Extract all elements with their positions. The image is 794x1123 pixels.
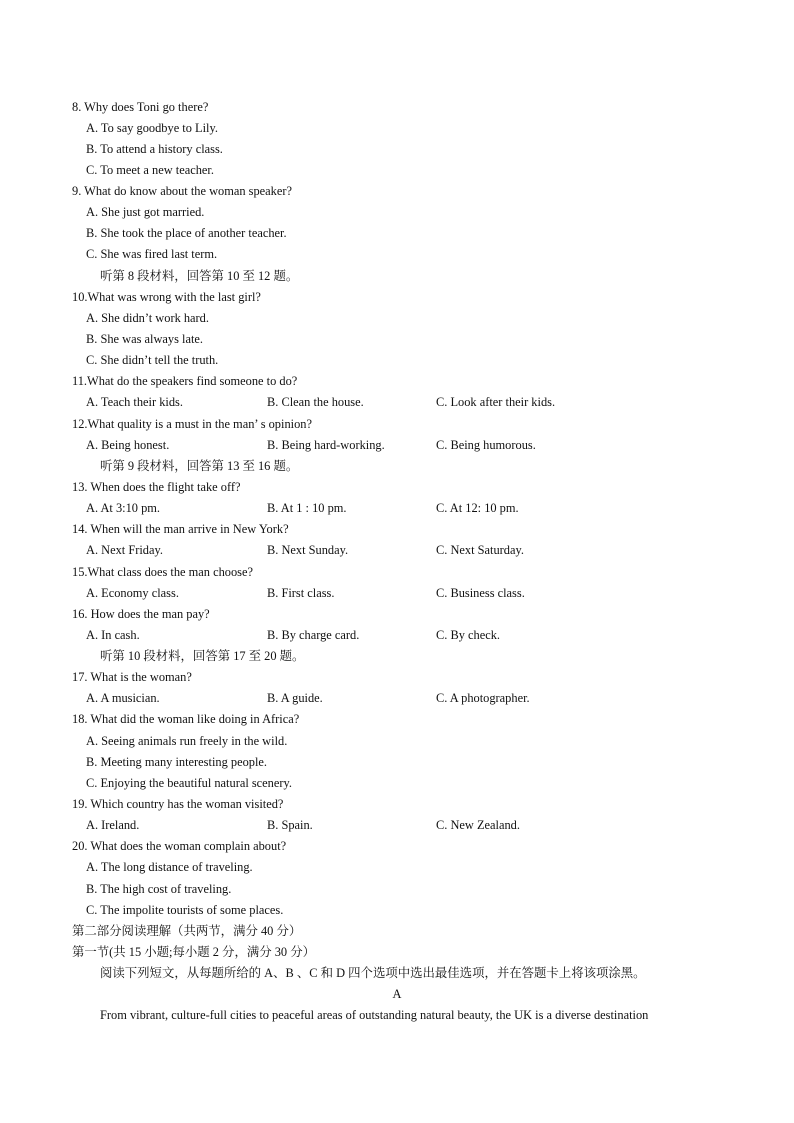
question-line: 8. Why does Toni go there? (72, 100, 209, 114)
option-line: A. Next Friday. (86, 543, 163, 557)
option-line: C. Being humorous. (436, 438, 536, 452)
option-line: B. She took the place of another teacher. (86, 226, 287, 240)
question-line: 10.What was wrong with the last girl? (72, 290, 261, 304)
passage-label: A (392, 987, 402, 1001)
option-line: B. Spain. (267, 818, 313, 832)
passage-text: From vibrant, culture-full cities to peaceful areas of outstanding natural beauty, the UK is a diverse destination (100, 1008, 649, 1022)
instruction-line: 阅读下列短文，从每题所给的 A、B 、C 和 D 四个选项中选出最佳选项，并在答题卡上将该项涂黑。 (100, 966, 646, 980)
question-line: 13. When does the flight take off? (72, 480, 241, 494)
option-line: C. Look after their kids. (436, 395, 556, 409)
option-line: A. Ireland. (86, 818, 140, 832)
option-line: A. Being honest. (86, 438, 170, 452)
option-line: B. She was always late. (86, 332, 203, 346)
option-line: A. Seeing animals run freely in the wild. (86, 734, 288, 748)
option-line: A. Economy class. (86, 586, 179, 600)
question-line: 16. How does the man pay? (72, 607, 210, 621)
option-line: A. A musician. (86, 691, 160, 705)
option-line: C. Business class. (436, 586, 525, 600)
question-line: 17. What is the woman? (72, 670, 192, 684)
instruction-line: 听第 8 段材料，回答第 10 至 12 题。 (100, 269, 299, 283)
instruction-line: 听第 9 段材料，回答第 13 至 16 题。 (100, 459, 299, 473)
question-line: 20. What does the woman complain about? (72, 839, 287, 853)
option-line: B. By charge card. (267, 628, 360, 642)
question-line: 14. When will the man arrive in New York? (72, 522, 289, 536)
option-line: C. At 12: 10 pm. (436, 501, 519, 515)
option-line: B. To attend a history class. (86, 142, 223, 156)
option-line: B. First class. (267, 586, 335, 600)
option-line: A. To say goodbye to Lily. (86, 121, 218, 135)
question-line: 12.What quality is a must in the man’ s opinion? (72, 417, 312, 431)
question-line: 18. What did the woman like doing in Africa? (72, 712, 300, 726)
option-line: A. At 3:10 pm. (86, 501, 161, 515)
option-line: B. A guide. (267, 691, 323, 705)
option-line: C. Next Saturday. (436, 543, 524, 557)
question-line: 19. Which country has the woman visited? (72, 797, 284, 811)
option-line: A. Teach their kids. (86, 395, 183, 409)
section-heading: 第二部分阅读理解（共两节，满分 40 分） (72, 924, 302, 938)
option-line: C. She didn’t tell the truth. (86, 353, 219, 367)
option-line: A. The long distance of traveling. (86, 860, 253, 874)
question-line: 9. What do know about the woman speaker? (72, 184, 292, 198)
option-line: C. Enjoying the beautiful natural scenery. (86, 776, 292, 790)
section-heading: 第一节(共 15 小题;每小题 2 分，满分 30 分） (72, 945, 315, 959)
option-line: B. At 1 : 10 pm. (267, 501, 347, 515)
option-line: C. A photographer. (436, 691, 530, 705)
question-line: 15.What class does the man choose? (72, 565, 253, 579)
option-line: C. By check. (436, 628, 501, 642)
option-line: C. She was fired last term. (86, 247, 218, 261)
option-line: B. The high cost of traveling. (86, 882, 232, 896)
option-line: C. New Zealand. (436, 818, 520, 832)
instruction-line: 听第 10 段材料，回答第 17 至 20 题。 (100, 649, 305, 663)
option-line: A. She just got married. (86, 205, 205, 219)
option-line: B. Clean the house. (267, 395, 364, 409)
option-line: B. Next Sunday. (267, 543, 349, 557)
option-line: C. The impolite tourists of some places. (86, 903, 284, 917)
option-line: C. To meet a new teacher. (86, 163, 214, 177)
option-line: A. In cash. (86, 628, 140, 642)
option-line: A. She didn’t work hard. (86, 311, 209, 325)
option-line: B. Meeting many interesting people. (86, 755, 268, 769)
option-line: B. Being hard-working. (267, 438, 385, 452)
question-line: 11.What do the speakers find someone to do? (72, 374, 298, 388)
